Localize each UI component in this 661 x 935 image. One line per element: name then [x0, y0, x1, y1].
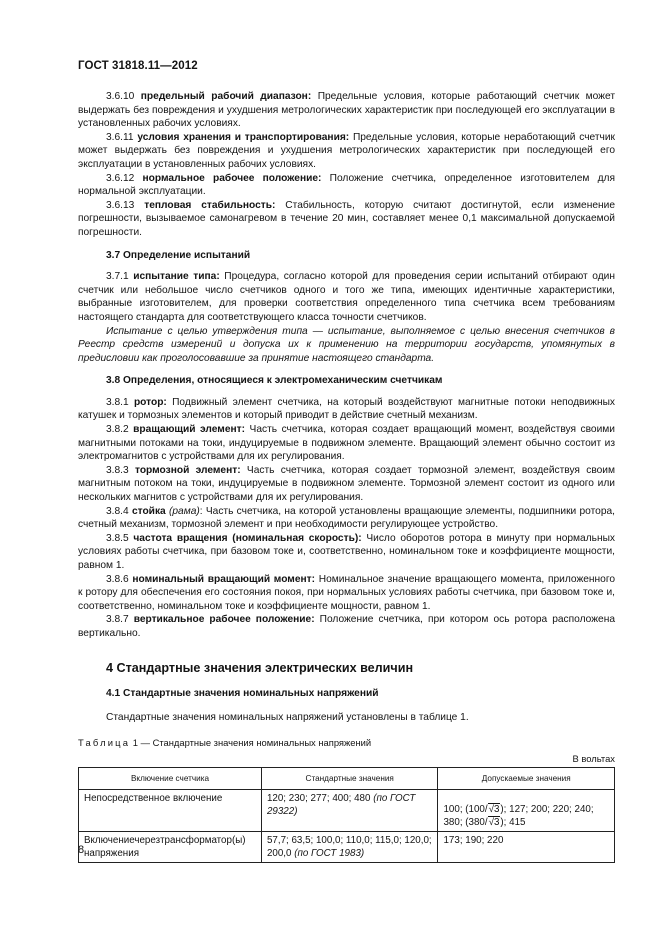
clause-number: 3.8.4 — [106, 505, 132, 517]
table-caption-text: 1 — Стандартные значения номинальных напряжений — [130, 736, 372, 748]
clause-number: 3.6.12 — [106, 172, 143, 184]
clause-3-7-1 — [78, 270, 615, 324]
term-alias: (рама) — [165, 505, 200, 517]
table-caption-label: Таблица — [78, 736, 131, 748]
term: условия хранения и транспортирования: — [137, 131, 350, 143]
document-header: ГОСТ 31818.11—2012 — [78, 60, 198, 72]
clause-3-6-11 — [78, 131, 615, 172]
clause-number: 3.6.11 — [106, 131, 138, 143]
term: предельный рабочий диапазон: — [140, 91, 312, 102]
clause-3-8-4 — [78, 505, 615, 532]
table-row — [79, 831, 615, 862]
clause-3-8-3 — [78, 464, 615, 505]
clause-3-6-10 — [78, 90, 615, 131]
sqrt-symbol: √3 — [488, 803, 500, 815]
table-row — [79, 789, 615, 831]
clause-3-6-13 — [78, 199, 615, 240]
note-3-7-1: Испытание с целью утверждения типа — испытание, выполняемое с целью внесения счетчиков в Реестр средств измерений и допуска их к применению на территории государств, упомянутых в предисловии как проголосовавшие за принятие настоящего стандарта. — [78, 325, 615, 364]
page-number: 8 — [78, 844, 85, 856]
clause-number: 3.6.13 — [106, 199, 145, 211]
term: номинальный вращающий момент: — [132, 573, 316, 585]
clause-number: 3.8.7 — [106, 614, 134, 626]
clause-number: 3.8.2 — [106, 424, 134, 436]
definition: Часть счетчика, которая создает тормозной элемент, воздействуя своим магнитным потоком на токи, индуцируемые в подвижном элементе. Тормозной элемент состоит из одного или нескольких магнитов с устройствами для их регулирования. — [78, 464, 615, 504]
term: стойка — [131, 505, 166, 517]
clause-3-8-1 — [78, 396, 615, 423]
definition: Часть счетчика, которая создает вращающий момент, воздействуя своими магнитными потоками на токи, индуцируемые в подвижном элементе. Вращающий элемент обычно состоит из электромагнитов с устройствами для их регулирования. — [78, 424, 615, 463]
definition: Число оборотов ротора в минуту при нормальных условиях работы счетчика, при базовом токе и, соответственно, номинальном токе и коэффициенте мощности, равном 1. — [78, 532, 615, 571]
definition: Предельные условия, которые неработающий счетчик может выдержать без повреждения и ухудшения метрологических характеристик при последующей его эксплуатации в установленных рабочих условиях. — [78, 131, 615, 170]
term: вертикальное рабочее положение: — [133, 614, 315, 626]
definition: Подвижный элемент счетчика, на который воздействуют магнитные потоки неподвижных катушек и тормозных элементов и который приводит в действие счетный механизм. — [78, 396, 615, 422]
section-heading-3-8: 3.8 Определения, относящиеся к электромеханическим счетчикам — [106, 375, 443, 387]
intro-4-1: Стандартные значения номинальных напряжений установлены в таблице 1. — [106, 712, 469, 724]
term: испытание типа: — [133, 271, 220, 283]
term: вращающий элемент: — [133, 424, 246, 436]
clause-3-8-5 — [78, 532, 615, 573]
table-cell — [438, 789, 615, 831]
table-cell: Непосредственное включение — [79, 789, 262, 831]
cell-text: ); 127; 200; 220; 240; 380; (380/ — [443, 803, 594, 828]
clause-number: 3.6.10 — [106, 91, 141, 102]
clause-3-8-7 — [78, 613, 615, 640]
table-cell: Включениечерезтрансформатор(ы) напряжения — [79, 831, 262, 862]
table-cell — [261, 789, 438, 831]
term: ротор: — [133, 396, 167, 408]
term: тормозной элемент: — [134, 464, 241, 476]
section-heading-4: 4 Стандартные значения электрических величин — [106, 660, 414, 675]
clause-number: 3.8.1 — [106, 396, 134, 408]
cell-text: 57,7; 63,5; 100,0; 110,0; 115,0; 120,0; 200,0 — [266, 834, 432, 859]
definition: Процедура, согласно которой для проведения серии испытаний отбирают один счетчик или небольшое число счетчиков одного и того же типа, имеющих идентичные характеристики, выбранные изготовителем, для проверки соответствия определенного типа счетчика всем требованиям настоящего стандарта для соответствующего класса точности счетчиков. — [78, 271, 615, 323]
clause-3-8-6 — [78, 573, 615, 614]
definition: : Часть счетчика, на которой установлены вращающие элементы, подшипники ротора, счетный механизм, тормозной элемент и при необходимости регулирующее устройство. — [78, 505, 615, 531]
clause-3-6-12 — [78, 172, 615, 199]
table-header-cell: Допускаемые значения — [438, 767, 615, 789]
cell-text: 100; (100/ — [443, 803, 488, 815]
term: частота вращения (номинальная скорость): — [133, 532, 362, 544]
table-header-row — [79, 767, 615, 789]
definition: Положение счетчика, определенное изготовителем для нормальной эксплуатации. — [78, 172, 615, 198]
page-content — [78, 90, 615, 863]
cell-text: ); 415 — [500, 816, 526, 828]
definition: Стабильность, которую считают достигнутой, если изменение погрешности, вызываемое самонагревом в течение 20 мин, составляет менее 0,1 максимальной допускаемой погрешности. — [78, 199, 615, 238]
cell-reference: (по ГОСТ 29322) — [266, 792, 416, 817]
definition: Предельные условия, которые работающий счетчик может выдержать без повреждения и ухудшения метрологических характеристик при последующей его эксплуатации в установленных рабочих условиях. — [78, 91, 615, 130]
clause-number: 3.8.3 — [106, 464, 135, 476]
table-cell — [261, 831, 438, 862]
definition: Номинальное значение вращающего момента, приложенного к ротору для обеспечения его состояния покоя, при нормальных условиях работы счетчика, при базовом токе и, соответственно, номинальном токе и коэффициенте мощности, равном 1. — [78, 573, 615, 612]
clause-number: 3.8.6 — [106, 573, 133, 585]
table-header-cell: Включение счетчика — [79, 767, 262, 789]
table-caption — [78, 736, 615, 750]
cell-text: 120; 230; 277; 400; 480 — [266, 792, 374, 804]
table-cell: 173; 190; 220 — [438, 831, 615, 862]
clause-number: 3.8.5 — [106, 532, 134, 544]
term: тепловая стабильность: — [144, 199, 276, 211]
section-heading-3-7: 3.7 Определение испытаний — [106, 249, 251, 261]
voltage-table — [78, 767, 615, 863]
section-heading-4-1: 4.1 Стандартные значения номинальных напряжений — [106, 687, 379, 699]
term: нормальное рабочее положение: — [142, 172, 322, 184]
clause-3-8-2 — [78, 423, 615, 464]
cell-reference: (по ГОСТ 1983) — [294, 847, 365, 859]
table-units: В вольтах — [572, 753, 615, 765]
definition: Положение счетчика, при котором ось ротора расположена вертикально. — [78, 614, 615, 639]
clause-number: 3.7.1 — [106, 271, 134, 283]
sqrt-symbol: √3 — [488, 816, 500, 828]
table-header-cell: Стандартные значения — [261, 767, 438, 789]
